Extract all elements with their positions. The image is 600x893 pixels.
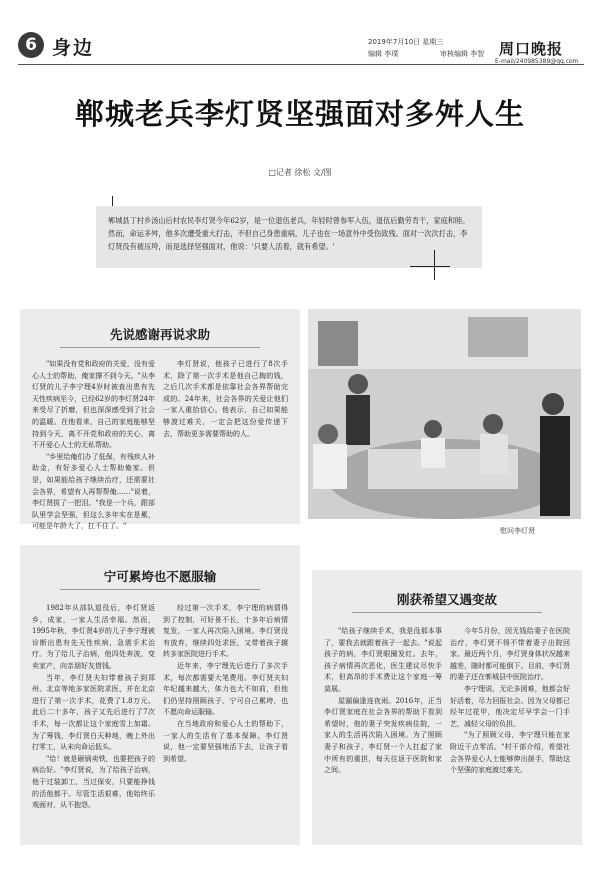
page-number-badge: 6 xyxy=(18,32,44,58)
section-title: 身边 xyxy=(52,37,95,59)
paragraph: 李宁理说，无论多困难，他都会好好活着，尽力回报社会。因为父母都已经年过花甲，他决定尽早学会一门手艺，减轻父母的负担。 xyxy=(450,684,570,728)
paragraph: 在当地政府和爱心人士的帮助下，一家人的生活有了基本保障。李灯贤说，他一定要坚强地活下去，让孩子看到希望。 xyxy=(163,719,288,763)
paragraph: "乡里给俺们办了低保，有残疾人补助金，有好多爱心人士帮助俺家。但是，如果能给孩子继续治疗，还需要社会各界，希望有人再帮帮俺……"说着，李灯贤拔了一把泪。"我是一个兵，跟部队里学会坚强，但这么多年实在是累，可能是年龄大了，扛不住了。" xyxy=(32,452,155,531)
section-column-right xyxy=(450,626,570,838)
newspaper-logo: 周口晚报 xyxy=(499,40,564,58)
article-intro: 郸城县丁村乡汤山后村农民李灯贤今年62岁，是一位退伍老兵，年轻时曾参军入伍，退伍后勤劳肯干，家庭和睦。然而，命运多舛，他多次遭受重大打击，不但自己身患重病，儿子也在一场意外中受伤致残。面对一次次打击，李灯贤没有被压垮，而是选择坚强面对，他说：'只要人活着，就有希望。' xyxy=(96,206,482,268)
photo-caption: 慰问李灯贤 xyxy=(500,527,535,535)
paragraph: 今年5月份，因无钱给妻子在医院治疗，李灯贤不得不带着妻子出院回家。最近两个月，李灯贤身体状况越来越差，随时都可能倒下。目前，李灯贤的妻子还在郸城县中医院治疗。 xyxy=(450,627,570,682)
paragraph: 李灯贤说，他孩子已进行了8次手术，除了第一次手术是他自己掏的钱，之后几次手术都是依靠社会各界帮助完成的。24年来，社会各界的关爱让他们一家人重拾信心。他表示，自己如果能够渡过难关，一定会把这份爱传递下去，帮助更多需要帮助的人。 xyxy=(163,360,288,438)
section-heading: 宁可累垮也不愿服输 xyxy=(103,569,217,584)
paragraph: 当年，李灯贤夫妇带着孩子到郑州、北京等地多家医院求医，并在北京进行了第一次手术，花费了1.8万元。此后二十多年，孩子又先后进行了7次手术，每一次都让这个家庭雪上加霜。为了筹钱，李灯贤白天种地，晚上外出打零工，从未向命运低头。 xyxy=(32,673,155,752)
paragraph: 屋漏偏逢连夜雨。2016年，正当李灯贤家庭在社会各界的帮助下看到希望时，他的妻子突发疾病住院，一家人的生活再次陷入困境。为了照顾妻子和孩子，李灯贤一个人扛起了家中所有的重担，每天往返于医院和家之间。 xyxy=(324,696,442,775)
paragraph: "给！就是砸锅卖铁，也要把孩子的病治好。"李灯贤说，为了给孩子治病，他干过装卸工，当过保安，只要能挣钱的活他都干。尽管生活艰难，他始终乐观面对，从不抱怨。 xyxy=(32,754,155,810)
page-header xyxy=(0,0,600,70)
paragraph: "为了照顾父母，李宁理只能在家附近干点零活。"村干部介绍，希望社会各界爱心人士能够伸出援手，帮助这个坚强的家庭渡过难关。 xyxy=(450,731,570,775)
designer-credit: 审核编辑 李智 xyxy=(440,50,485,58)
section-panel-1 xyxy=(20,309,300,531)
section-column-left xyxy=(324,626,442,838)
crop-mark-vertical-right xyxy=(434,250,435,280)
paragraph: 经过第一次手术，李宁理的病情得到了控制，可好景不长，十多年后病情复发，一家人再次陷入困境。李灯贤没有放弃，继续四处求医，又带着孩子辗转多家医院进行手术。 xyxy=(163,604,288,659)
paragraph: "给孩子继续手术，我是没那本事了，要我去就跟着孩子一起去。"说起孩子的病，李灯贤眼圈发红。去年，孩子病情再次恶化，医生建议尽快手术，但高昂的手术费让这个家庭一筹莫展。 xyxy=(324,627,442,693)
heading-rule xyxy=(60,589,260,590)
section-heading: 刚获希望又遇变故 xyxy=(396,592,497,607)
article-byline: □记者 徐松 文/图 xyxy=(268,168,332,177)
paragraph: 近年来，李宁理先后进行了多次手术，每次都需要大笔费用。李灯贤夫妇年纪越来越大，体力也大不如前，但他们仍坚持照顾孩子，宁可自己累垮，也不愿向命运服输。 xyxy=(163,661,288,717)
paragraph: 1982年从部队退役后，李灯贤返乡，成家，一家人生活幸福。然而，1995年秋，李灯贤4岁的儿子李宁理被诊断出患有先天性疾病，急需手术治疗。为了给儿子治病，他四处奔波，变卖家产，向亲朋好友借钱。 xyxy=(32,604,155,670)
section-panel-3 xyxy=(312,570,582,845)
section-panel-2 xyxy=(20,545,300,845)
news-photo xyxy=(308,309,581,519)
heading-rule xyxy=(352,612,542,613)
section-column-right xyxy=(163,359,288,519)
header-rule xyxy=(18,64,584,65)
heading-rule xyxy=(60,347,260,348)
section-column-right xyxy=(163,603,288,838)
issue-date: 2019年7月10日 星期三 xyxy=(368,38,444,46)
paragraph: "如果没有党和政府的关爱，没有爱心人士的帮助，俺家撑不到今天。"从李灯贤的儿子李宁理4岁时被查出患有先天性疾病至今，已经62岁的李灯贤24年来受尽了折磨，但也深深感受到了社会的温暖。在他看来，自己的家庭能够坚持到今天，离不开党和政府的关心，离不开爱心人士的无私帮助。 xyxy=(32,360,155,450)
section-heading: 先说感谢再说求助 xyxy=(109,327,210,342)
section-column-left xyxy=(32,603,155,838)
email-address: E-mail/240985389@qq.com xyxy=(495,58,579,65)
editor-credit: 编辑 李璞 xyxy=(368,50,399,58)
crop-mark-horizontal-right xyxy=(410,266,450,267)
article-headline: 郸城老兵李灯贤坚强面对多舛人生 xyxy=(74,97,525,131)
photo-illustration xyxy=(308,309,581,519)
section-column-left xyxy=(32,359,155,531)
